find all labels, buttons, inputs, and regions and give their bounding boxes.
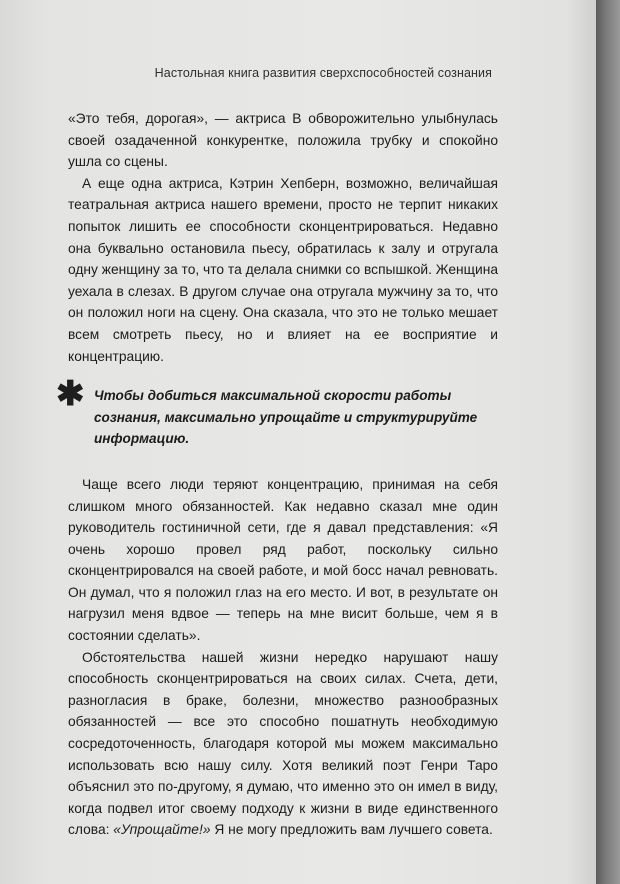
- page-body: [56, 108, 498, 841]
- paragraph-2: А еще одна актриса, Кэтрин Хепберн, возможно, величайшая театральная актриса нашего времени, просто не терпит никаких попыток лишить ее способности сконцентрироваться. Недавно она буквально остановила пьесу, обратилась к залу и отругала одну женщину за то, что та делала снимки со вспышкой. Женщина уехала в слезах. В другом случае она отругала мужчину за то, что он положил ноги на сцену. Она сказала, что это не только мешает всем смотреть пьесу, но и влияет на ее восприятие и концентрацию.: [68, 175, 498, 364]
- running-title: Настольная книга развития сверхспособностей сознания: [154, 66, 492, 80]
- key-point-callout: [56, 375, 498, 450]
- callout-text: Чтобы добиться максимальной скорости работы сознания, максимально упрощайте и структурируйте информацию.: [94, 388, 478, 447]
- simplify-quote: «Упрощайте!»: [113, 822, 211, 838]
- paragraph-4-tail: Я не могу предложить вам лучшего совета.: [210, 822, 493, 838]
- asterisk-icon: ✱: [56, 375, 85, 414]
- paragraph-3: Чаще всего люди теряют концентрацию, принимая на себя слишком много обязанностей. Как недавно сказал мне один руководитель гостиничной сети, где я давал представления: «Я очень хорошо провел ряд работ, поскольку сильно сконцентрировался на своей работе, и мой босс начал ревновать. Он думал, что я положил глаз на его место. И вот, в результате он нагрузил меня вдвое — теперь на мне висит больше, чем я в состоянии сделать».: [68, 476, 498, 644]
- paragraph-4-text: Обстоятельства нашей жизни нередко нарушают нашу способность сконцентрироваться на своих силах. Счета, дети, разногласия в браке, болезни, множество разнообразных обязанностей — все это способно пошатнуть необходимую сосредоточенность, благодаря которой мы можем максимально использовать всю нашу силу. Хотя великий поэт Генри Таро объяснил это по-другому, я думаю, что именно это он имел в виду, когда подвел итог своему подходу к жизни в виде единственного слова:: [68, 649, 498, 838]
- book-spine-edge: [596, 0, 620, 884]
- paragraph-1: «Это тебя, дорогая», — актриса В обворожительно улыбнулась своей озадаченной конкурентке, положила трубку и спокойно ушла со сцены.: [68, 111, 498, 170]
- paragraph-4: [68, 647, 498, 841]
